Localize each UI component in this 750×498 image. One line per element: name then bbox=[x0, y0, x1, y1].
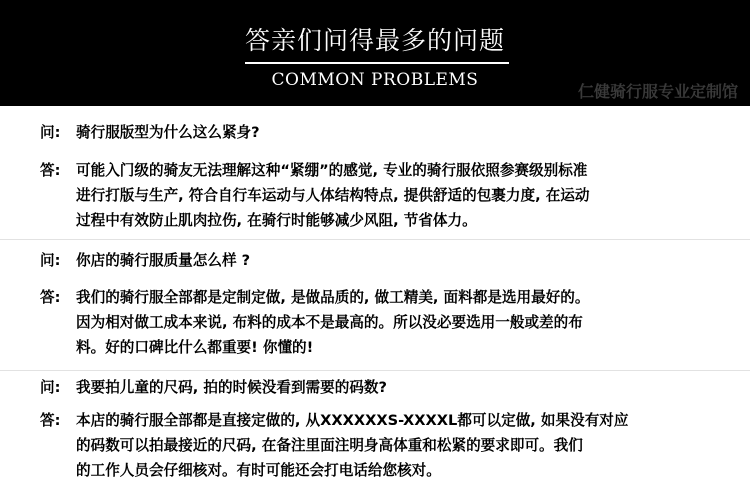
page-title: 答亲们问得最多的问题 bbox=[244, 26, 505, 55]
question-label: 问: bbox=[40, 379, 61, 396]
question-text: 我要拍儿童的尺码, 拍的时候没看到需要的码数? bbox=[76, 379, 387, 396]
answer-line: 的工作人员会仔细核对。有时可能还会打电话给您核对。 bbox=[76, 462, 441, 479]
answer-label: 答: bbox=[40, 162, 61, 179]
faq-item bbox=[0, 240, 750, 371]
answer-line: 的码数可以拍最接近的尺码, 在备注里面注明身高体重和松紧的要求即可。我们 bbox=[76, 437, 583, 454]
answer-label: 答: bbox=[40, 412, 61, 429]
header-banner bbox=[0, 0, 750, 106]
question-text: 骑行服版型为什么这么紧身? bbox=[76, 124, 260, 141]
answer-text bbox=[76, 408, 628, 483]
answer-text bbox=[76, 158, 589, 233]
answer-line: 本店的骑行服全部都是直接定做的, 从XXXXXXS-XXXXL都可以定做, 如果没有对应 bbox=[76, 412, 629, 429]
answer-line: 料。好的口碑比什么都重要! 你懂的! bbox=[76, 339, 314, 356]
question-text: 你店的骑行服质量怎么样 ? bbox=[76, 252, 251, 269]
faq-item bbox=[0, 106, 750, 240]
answer-line: 进行打版与生产, 符合自行车运动与人体结构特点, 提供舒适的包裹力度, 在运动 bbox=[76, 187, 590, 204]
answer-line: 我们的骑行服全部都是定制定做, 是做品质的, 做工精美, 面料都是选用最好的。 bbox=[76, 289, 590, 306]
answer-label: 答: bbox=[40, 289, 61, 306]
question-label: 问: bbox=[40, 124, 61, 141]
faq-item bbox=[0, 371, 750, 498]
answer-line: 因为相对做工成本来说, 布料的成本不是最高的。所以没必要选用一般或差的布 bbox=[76, 314, 583, 331]
title-underline bbox=[245, 62, 509, 64]
page-subtitle: COMMON PROBLEMS bbox=[271, 70, 479, 90]
answer-text bbox=[76, 285, 589, 360]
answer-line: 可能入门级的骑友无法理解这种“紧绷”的感觉, 专业的骑行服依照参赛级别标准 bbox=[76, 162, 588, 179]
answer-line: 过程中有效防止肌肉拉伤, 在骑行时能够减少风阻, 节省体力。 bbox=[76, 212, 477, 229]
watermark: 仁健骑行服专业定制馆 bbox=[577, 82, 738, 101]
question-label: 问: bbox=[40, 252, 61, 269]
